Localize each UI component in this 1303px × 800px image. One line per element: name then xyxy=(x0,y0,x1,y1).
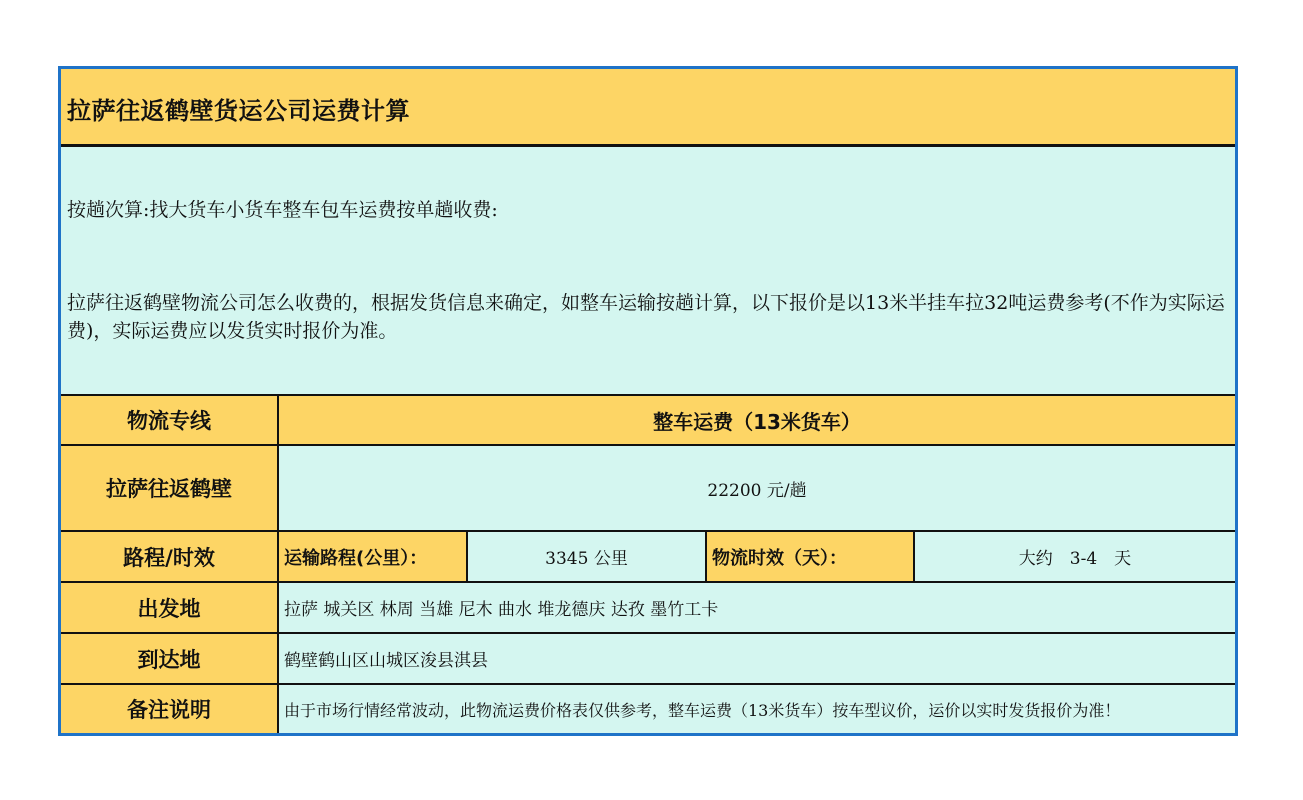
pricing-method-text: 按趟次算:找大货车小货车整车包车运费按单趟收费: xyxy=(67,199,498,221)
destination-row xyxy=(61,632,1235,683)
route-price-row xyxy=(61,444,1235,530)
origin-label: 出发地 xyxy=(61,583,279,632)
distance-value: 3345 公里 xyxy=(468,532,707,581)
remark-value: 由于市场行情经常波动，此物流运费价格表仅供参考，整车运费（13米货车）按车型议价，运价以实时发货报价为准！ xyxy=(279,685,1235,733)
table-header-row xyxy=(61,394,1235,444)
rate-table xyxy=(61,394,1235,733)
intro-section xyxy=(61,147,1235,394)
route-label: 拉萨往返鹤壁 xyxy=(61,446,279,530)
remark-label: 备注说明 xyxy=(61,685,279,733)
origin-value: 拉萨 城关区 林周 当雄 尼木 曲水 堆龙德庆 达孜 墨竹工卡 xyxy=(279,583,1235,632)
page-title: 拉萨往返鹤壁货运公司运费计算 xyxy=(67,97,410,125)
route-price-value: 22200 元/趟 xyxy=(279,446,1235,530)
pricing-description-text: 拉萨往返鹤壁物流公司怎么收费的，根据发货信息来确定，如整车运输按趟计算，以下报价是以13米半挂车拉32吨运费参考(不作为实际运费)，实际运费应以发货实时报价为准。 xyxy=(67,292,1225,342)
time-label: 物流时效（天）： xyxy=(707,532,915,581)
destination-value: 鹤壁鹤山区山城区浚县淇县 xyxy=(279,634,1235,683)
time-value: 大约 3-4 天 xyxy=(915,532,1235,581)
origin-row xyxy=(61,581,1235,632)
title-bar xyxy=(61,69,1235,147)
freight-rate-sheet xyxy=(58,66,1238,736)
remark-row xyxy=(61,683,1235,733)
destination-label: 到达地 xyxy=(61,634,279,683)
header-route-label: 物流专线 xyxy=(61,396,279,444)
distance-time-label: 路程/时效 xyxy=(61,532,279,581)
distance-time-row xyxy=(61,530,1235,581)
header-freight-label: 整车运费（13米货车） xyxy=(279,396,1235,444)
distance-label: 运输路程(公里）： xyxy=(279,532,468,581)
